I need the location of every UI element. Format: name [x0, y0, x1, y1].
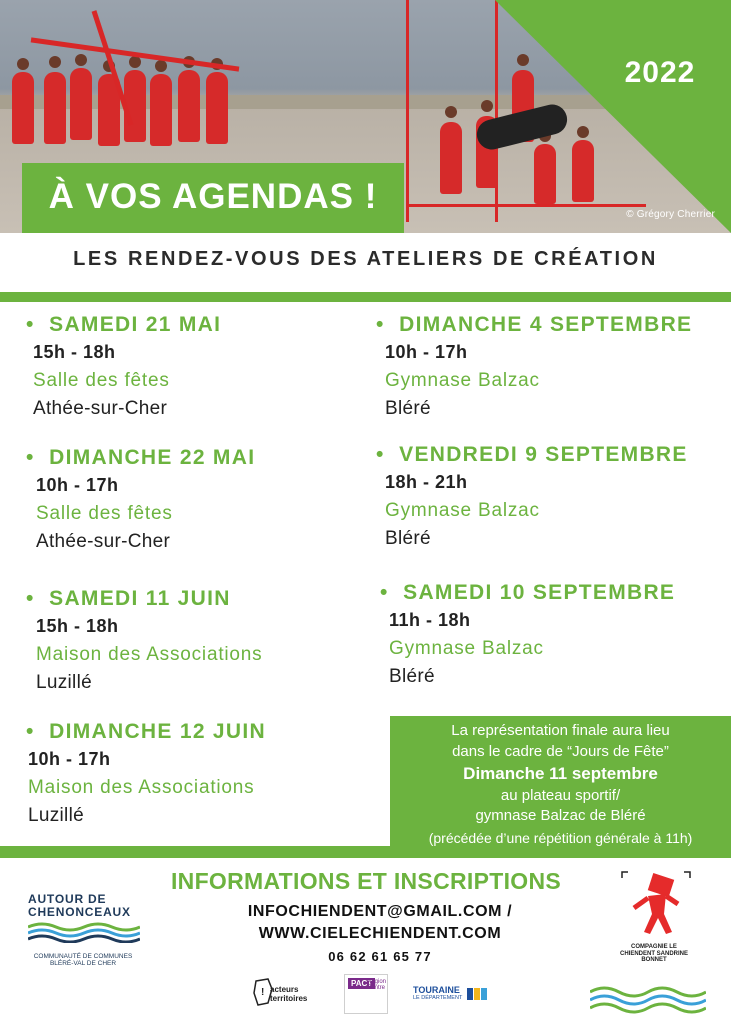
event-item — [26, 587, 366, 694]
event-item — [380, 581, 728, 688]
event-date-text: DIMANCHE 4 SEPTEMBRE — [399, 313, 693, 336]
divider-bar — [0, 292, 731, 302]
event-town: Bléré — [385, 528, 431, 549]
event-item — [376, 313, 728, 420]
event-date-text: VENDREDI 9 SEPTEMBRE — [399, 443, 688, 466]
event-venue: Gymnase Balzac — [389, 638, 544, 659]
title-banner — [22, 163, 404, 233]
event-venue: Gymnase Balzac — [385, 370, 540, 391]
logo-text: LE DÉPARTEMENT — [413, 995, 463, 1001]
final-date: Dimanche 11 septembre — [463, 764, 658, 783]
bullet: • — [26, 587, 35, 610]
bullet: • — [26, 720, 35, 743]
info-title: INFORMATIONS ET INSCRIPTIONS — [170, 868, 562, 894]
event-date-text: SAMEDI 11 JUIN — [49, 587, 231, 610]
event-date-text: SAMEDI 10 SEPTEMBRE — [403, 581, 676, 604]
event-date — [26, 446, 366, 470]
logo-text: AUTOUR DE — [28, 892, 107, 906]
dancer-figure-icon — [620, 870, 692, 942]
divider-bar — [0, 846, 390, 858]
event-item — [26, 313, 366, 420]
photo-credit: © Grégory Cherrier — [626, 209, 715, 220]
subtitle: LES RENDEZ-VOUS DES ATELIERS DE CRÉATION — [73, 248, 658, 270]
final-line: dans le cadre de “Jours de Fête” — [452, 742, 669, 760]
event-venue: Maison des Associations — [36, 644, 263, 665]
final-note: (précédée d’une répétition générale à 11h) — [428, 829, 693, 846]
event-time: 10h - 17h — [28, 749, 111, 769]
event-time: 10h - 17h — [36, 475, 119, 495]
logo-text: CHENONCEAUX — [28, 905, 131, 919]
contact-phone: 06 62 61 65 77 — [328, 949, 432, 964]
event-item — [26, 720, 366, 827]
bullet: • — [376, 313, 385, 336]
bullet: • — [26, 446, 35, 469]
event-time: 15h - 18h — [36, 616, 119, 636]
acteurs-territoires-logo — [252, 975, 320, 1013]
event-venue: Gymnase Balzac — [385, 500, 540, 521]
event-town: Bléré — [389, 666, 435, 687]
event-date-text: SAMEDI 21 MAI — [49, 313, 222, 336]
bullet: • — [376, 443, 385, 466]
pact-region-logo — [344, 974, 388, 1014]
event-time: 15h - 18h — [33, 342, 116, 362]
logo-text: acteurs territoires — [270, 985, 308, 1003]
logo-text: PACT — [348, 978, 375, 989]
event-venue: Salle des fêtes — [36, 503, 173, 524]
contact-email[interactable]: INFOCHIENDENT@GMAIL.COM / — [247, 903, 513, 920]
event-date — [26, 720, 366, 744]
event-date — [26, 587, 366, 611]
waves-icon — [28, 921, 140, 943]
touraine-logo — [413, 986, 489, 1006]
event-date — [380, 581, 728, 605]
bullet: • — [26, 313, 35, 336]
year-label: 2022 — [624, 56, 696, 89]
final-line: gymnase Balzac de Bléré — [475, 807, 646, 824]
event-time: 10h - 17h — [385, 342, 468, 362]
page-title: À VOS AGENDAS ! — [48, 177, 378, 216]
event-item — [376, 443, 728, 550]
logo-text: Région Centre — [367, 979, 387, 991]
bullet: • — [380, 581, 389, 604]
logo-text: COMPAGNIE LE CHIENDENT SANDRINE BONNET — [620, 944, 689, 963]
chenonceaux-logo — [28, 892, 140, 967]
final-performance-box — [390, 716, 731, 858]
event-venue: Maison des Associations — [28, 777, 255, 798]
event-date — [26, 313, 366, 337]
event-date — [376, 443, 728, 467]
event-time: 18h - 21h — [385, 472, 468, 492]
logo-text: TOURAINE — [413, 985, 460, 995]
event-town: Athée-sur-Cher — [36, 531, 171, 552]
logo-subtext: COMMUNAUTÉ DE COMMUNES BLÉRÉ-VAL DE CHER — [33, 953, 133, 967]
event-date — [376, 313, 728, 337]
event-date-text: DIMANCHE 12 JUIN — [49, 720, 266, 743]
svg-text:!: ! — [261, 987, 265, 998]
event-town: Luzillé — [28, 805, 84, 826]
final-line: au plateau sportif/ — [500, 786, 621, 804]
event-town: Luzillé — [36, 672, 92, 693]
event-date-text: DIMANCHE 22 MAI — [49, 446, 256, 469]
event-venue: Salle des fêtes — [33, 370, 170, 391]
event-time: 11h - 18h — [389, 610, 471, 630]
flag-icon — [467, 988, 487, 1000]
waves-icon — [590, 982, 706, 1016]
event-item — [26, 446, 366, 553]
final-line: La représentation finale aura lieu — [451, 722, 670, 739]
contact-website[interactable]: WWW.CIELECHIENDENT.COM — [258, 925, 502, 942]
event-town: Athée-sur-Cher — [33, 398, 168, 419]
event-town: Bléré — [385, 398, 431, 419]
chiendent-logo — [620, 870, 692, 970]
